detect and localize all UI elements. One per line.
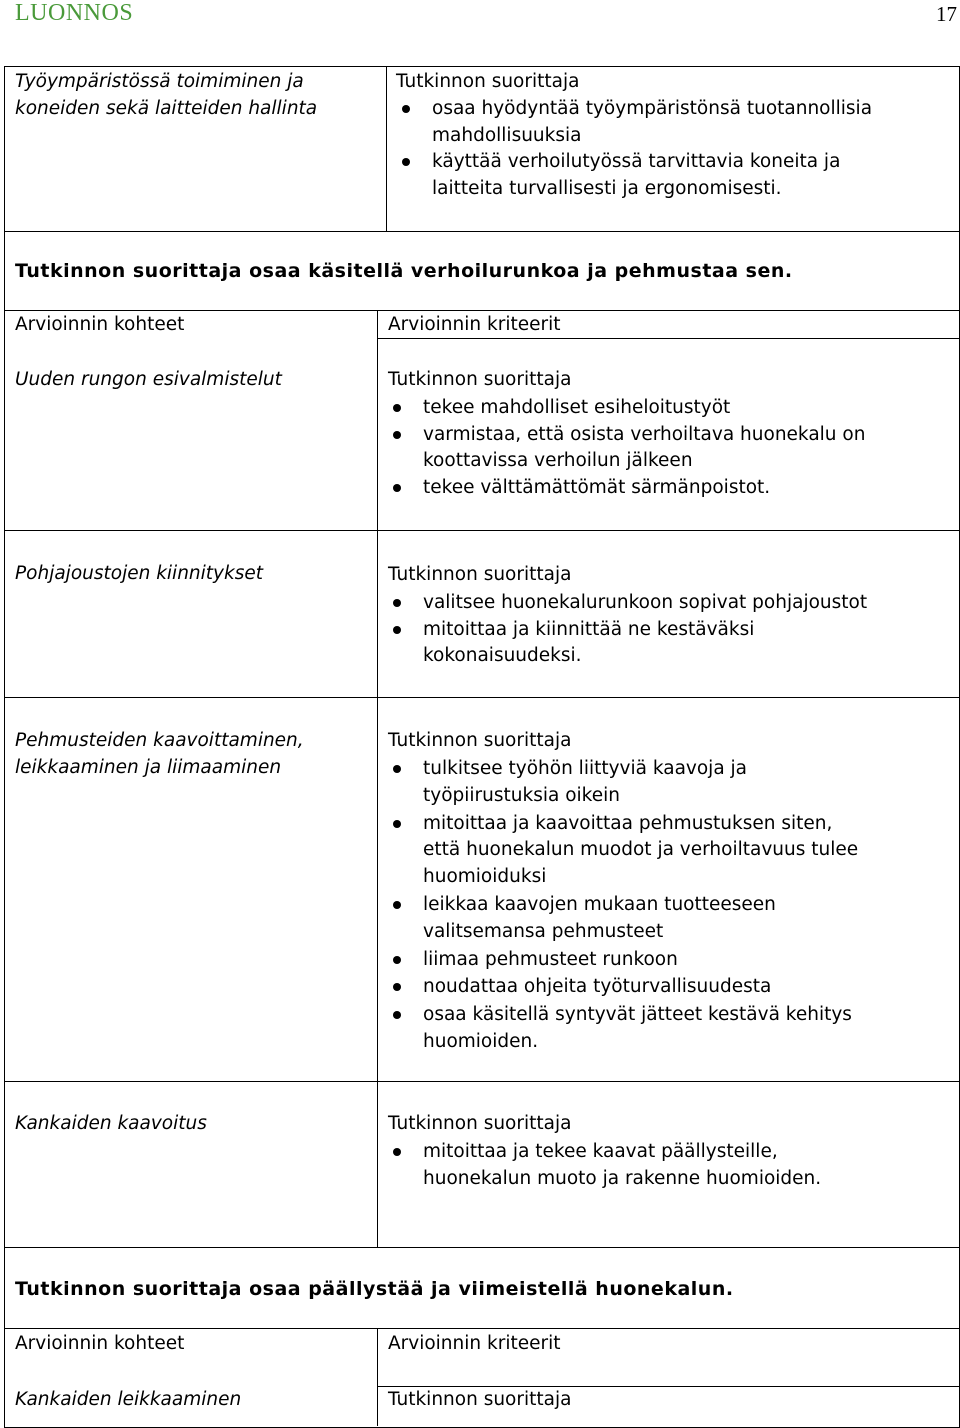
list-item: mitoittaa ja kiinnittää ne kestäväksi kokonaisuudeksi. xyxy=(387,617,867,670)
list-item: mitoittaa ja kaavoittaa pehmustuksen siten, että huonekalun muodot ja verhoiltavuus tulee huomioiduksi xyxy=(387,811,858,891)
col-header-criteria: Arvioinnin kriteerit xyxy=(388,314,561,335)
row-criteria-list xyxy=(387,590,867,670)
row-lead: Tutkinnon suorittaja xyxy=(388,1389,572,1410)
col-header-targets: Arvioinnin kohteet xyxy=(15,314,185,335)
row-lead: Tutkinnon suorittaja xyxy=(388,564,572,585)
row-lead: Tutkinnon suorittaja xyxy=(388,369,572,390)
section2-heading: Tutkinnon suorittaja osaa päällystää ja viimeistellä huonekalun. xyxy=(15,1278,734,1300)
row-criteria-list xyxy=(387,395,865,501)
list-item: tekee mahdolliset esiheloitustyöt xyxy=(387,395,865,422)
top-row-target: Työympäristössä toimiminen ja koneiden sekä laitteiden hallinta xyxy=(15,71,318,119)
list-item: osaa käsitellä syntyvät jätteet kestävä kehitys huomioiden. xyxy=(387,1002,858,1056)
list-item: varmistaa, että osista verhoiltava huonekalu on koottavissa verhoilun jälkeen xyxy=(387,422,865,475)
row-target: Pohjajoustojen kiinnitykset xyxy=(15,563,263,584)
top-row-criteria-list xyxy=(396,96,872,202)
row-lead: Tutkinnon suorittaja xyxy=(388,1113,572,1134)
list-item: noudattaa ohjeita työturvallisuudesta xyxy=(387,974,858,1001)
list-item: tulkitsee työhön liittyviä kaavoja ja työpiirustuksia oikein xyxy=(387,756,858,810)
list-item: leikkaa kaavojen mukaan tuotteeseen valitsemansa pehmusteet xyxy=(387,892,858,946)
list-item: liimaa pehmusteet runkoon xyxy=(387,947,858,974)
row-criteria-list xyxy=(387,1139,821,1192)
section1-heading: Tutkinnon suorittaja osaa käsitellä verhoilurunkoa ja pehmustaa sen. xyxy=(15,260,793,282)
page-number: 17 xyxy=(936,2,957,26)
top-row-lead: Tutkinnon suorittaja xyxy=(396,71,580,92)
col-header-criteria: Arvioinnin kriteerit xyxy=(388,1333,561,1354)
list-item: valitsee huonekalurunkoon sopivat pohjajoustot xyxy=(387,590,867,617)
list-item: käyttää verhoilutyössä tarvittavia koneita ja laitteita turvallisesti ja ergonomisesti. xyxy=(396,149,872,202)
row-criteria-list xyxy=(387,756,858,1056)
row-target: Kankaiden leikkaaminen xyxy=(15,1389,242,1410)
list-item: tekee välttämättömät särmänpoistot. xyxy=(387,475,865,502)
row-target: Pehmusteiden kaavoittaminen, leikkaaminen ja liimaaminen xyxy=(15,730,304,778)
list-item: osaa hyödyntää työympäristönsä tuotannollisia mahdollisuuksia xyxy=(396,96,872,149)
row-target: Kankaiden kaavoitus xyxy=(15,1113,207,1134)
row-target: Uuden rungon esivalmistelut xyxy=(15,369,282,390)
list-item: mitoittaa ja tekee kaavat päällysteille, huonekalun muoto ja rakenne huomioiden. xyxy=(387,1139,821,1192)
col-header-targets: Arvioinnin kohteet xyxy=(15,1333,185,1354)
row-lead: Tutkinnon suorittaja xyxy=(388,730,572,751)
page-header-title: LUONNOS xyxy=(15,0,134,26)
